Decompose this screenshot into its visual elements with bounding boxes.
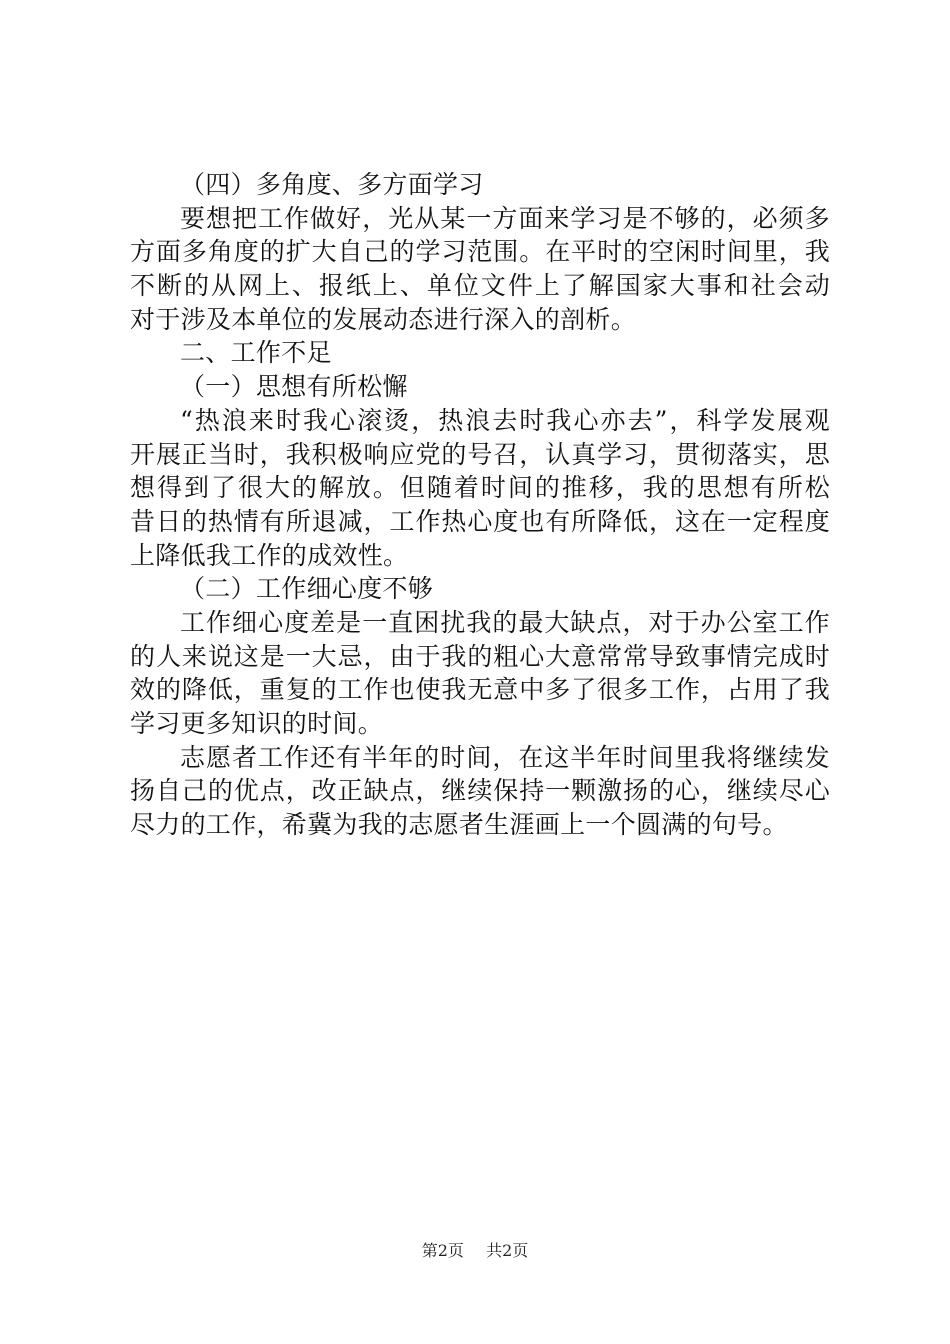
paragraph-line: “热浪来时我心滚烫，热浪去时我心亦去”，科学发展观 [180,405,830,435]
paragraph-line: 尽力的工作，希冀为我的志愿者生涯画上一个圆满的句号。 [130,810,788,840]
document-body [130,168,830,842]
paragraph-line: 要想把工作做好，光从某一方面来学习是不够的，必须多 [180,203,830,233]
page-number-current: 第2页 [421,1241,464,1260]
paragraph-line: 的人来说这是一大忌，由于我的粗心大意常常导致事情完成时 [130,641,830,671]
paragraph-line: 想得到了很大的解放。但随着时间的推移，我的思想有所松 [130,473,830,503]
subsection-heading-carefulness: （二）工作细心度不够 [180,574,434,604]
paragraph-line: 对于涉及本单位的发展动态进行深入的剖析。 [130,304,637,334]
page-number-total: 共2页 [486,1241,529,1260]
page-footer [0,1240,950,1262]
paragraph-line: 学习更多知识的时间。 [130,709,384,738]
paragraph-line: 志愿者工作还有半年的时间，在这半年时间里我将继续发 [180,742,830,772]
paragraph-line: 昔日的热情有所退减，工作热心度也有所降低，这在一定程度 [130,506,830,536]
section-heading-multi-angle-learning: （四）多角度、多方面学习 [180,170,484,199]
paragraph-line: 效的降低，重复的工作也使我无意中多了很多工作，占用了我 [130,675,830,705]
subsection-heading-slack-thinking: （一）思想有所松懈 [180,372,408,402]
paragraph-line: 不断的从网上、报纸上、单位文件上了解国家大事和社会动 [130,271,830,301]
paragraph-line: 开展正当时，我积极响应党的号召，认真学习，贯彻落实，思 [130,439,830,469]
paragraph-line: 方面多角度的扩大自己的学习范围。在平时的空闲时间里，我 [130,237,830,267]
section-heading-work-shortcomings: 二、工作不足 [180,338,332,368]
paragraph-line: 上降低我工作的成效性。 [130,540,409,570]
paragraph-line: 扬自己的优点，改正缺点，继续保持一颗激扬的心，继续尽心 [130,776,830,806]
paragraph-line: 工作细心度差是一直困扰我的最大缺点，对于办公室工作 [180,607,830,637]
